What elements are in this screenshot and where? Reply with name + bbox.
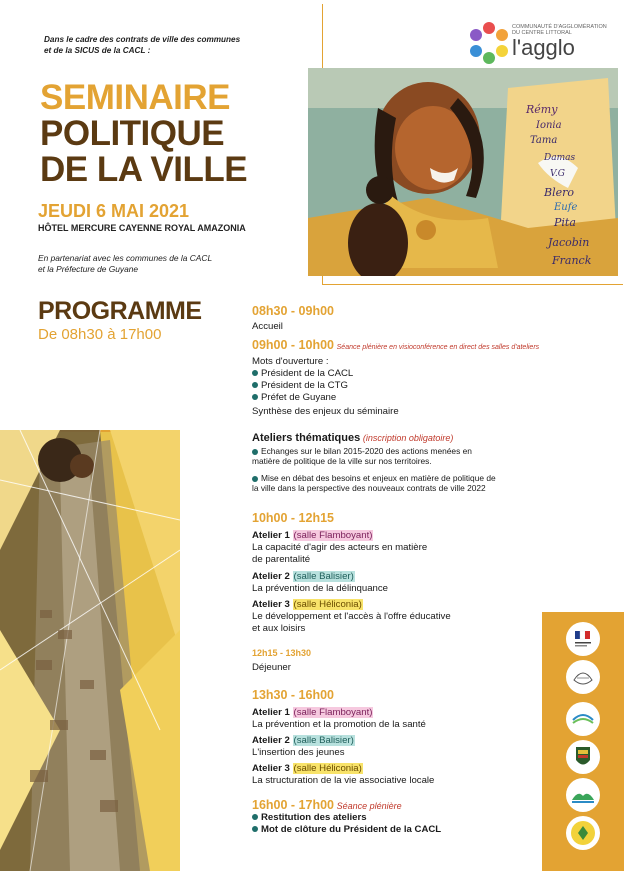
- slot-2-header: [252, 338, 539, 352]
- logo-subtitle-line-2: DU CENTRE LITTORAL: [512, 30, 572, 36]
- commune-logo-3: [566, 740, 600, 774]
- partner-line-2: et la Préfecture de Guyane: [38, 264, 139, 274]
- commune-logo-4: [566, 778, 600, 812]
- afternoon-atelier-1-topic: La prévention et la promotion de la santé: [252, 719, 426, 730]
- partner-logos-bar: [542, 612, 624, 871]
- logo-subtitle-line-1: COMMUNAUTÉ D'AGGLOMÉRATION: [512, 24, 607, 30]
- list-item: [252, 824, 441, 835]
- opening-words: Mots d'ouverture :: [252, 356, 329, 367]
- commune-logo-5: [566, 816, 600, 850]
- list-item-text: Président de la CACL: [261, 368, 354, 379]
- intro-line-1: Dans le cadre des contrats de ville des communes: [44, 35, 241, 44]
- workshops-title: Ateliers thématiques: [252, 432, 361, 444]
- prefecture-logo-icon: [566, 622, 600, 656]
- workshop-bullet-1-line-1: [252, 446, 560, 456]
- title-line-1: SEMINAIRE: [40, 78, 230, 117]
- list-item: [252, 392, 336, 403]
- list-item: [252, 368, 353, 379]
- atelier-1-topic-l1: La capacité d'agir des acteurs en matière: [252, 542, 428, 553]
- slot-time-1: 08h30 - 09h00: [252, 304, 334, 318]
- bullet-icon: [252, 394, 258, 400]
- mural-word-8: Pita: [554, 216, 576, 229]
- slot-time-6: 13h30 - 16h00: [252, 688, 334, 702]
- workshops-note: (inscription obligatoire): [362, 433, 454, 443]
- mural-word-5: V.G: [550, 169, 565, 179]
- atelier-label: Atelier 2: [252, 735, 290, 746]
- event-venue: HÔTEL MERCURE CAYENNE ROYAL AMAZONIA: [38, 223, 246, 233]
- programme-title: PROGRAMME: [38, 297, 202, 325]
- mural-word-6: Blero: [544, 186, 574, 199]
- commune-logo-2: [566, 702, 600, 736]
- title-line-3: DE LA VILLE: [40, 150, 248, 189]
- room-badge: (salle Héliconia): [293, 599, 362, 610]
- atelier-2-topic: La prévention de la délinquance: [252, 583, 389, 594]
- slot-item-accueil: Accueil: [252, 321, 283, 332]
- afternoon-atelier-2-heading: [252, 735, 355, 746]
- commune-logo-3-icon: [566, 740, 600, 774]
- workshop-bullet-2-line-1: [252, 473, 562, 483]
- room-badge: (salle Flamboyant): [293, 530, 373, 541]
- mural-illustration: [308, 68, 618, 276]
- city-illustration: [0, 430, 180, 871]
- commune-logo-4-icon: [566, 778, 600, 812]
- list-item-text: Mot de clôture du Président de la CACL: [261, 824, 442, 835]
- commune-logo-1-icon: [566, 660, 600, 694]
- mural-word-7: Eufe: [554, 202, 578, 213]
- bullet-icon: [252, 826, 258, 832]
- list-item: [252, 812, 367, 823]
- bullet-icon: [252, 449, 258, 455]
- atelier-1-topic-l2: de parentalité: [252, 554, 311, 565]
- intro-text: [44, 34, 240, 56]
- seminar-synthesis: Synthèse des enjeux du séminaire: [252, 406, 399, 417]
- afternoon-atelier-3-topic: La structuration de la vie associative locale: [252, 775, 435, 786]
- room-badge: (salle Balisier): [293, 571, 354, 582]
- atelier-label: Atelier 2: [252, 571, 290, 582]
- commune-logo-5-icon: [566, 816, 600, 850]
- workshop-bullet-1-line-2: matière de politique de la ville sur nos territoires.: [252, 456, 432, 466]
- partner-line-1: En partenariat avec les communes de la CACL: [38, 253, 213, 263]
- afternoon-atelier-3-heading: [252, 763, 363, 774]
- bullet-text: Mise en débat des besoins et enjeux en matière de politique de: [261, 473, 496, 483]
- logo-name: l'agglo: [512, 35, 575, 60]
- bullet-text: Echanges sur le bilan 2015-2020 des actions menées en: [261, 446, 472, 456]
- list-item-text: Restitution des ateliers: [261, 812, 367, 823]
- slot-time-7: 16h00 - 17h00: [252, 798, 334, 812]
- mural-word-9: Jacobin: [548, 236, 590, 249]
- workshop-bullet-1: [252, 446, 560, 466]
- bullet-icon: [252, 814, 258, 820]
- commune-logo-1: [566, 660, 600, 694]
- workshop-bullet-2: [252, 473, 562, 493]
- event-date: JEUDI 6 MAI 2021: [38, 201, 190, 221]
- city-photo: [0, 430, 180, 871]
- atelier-1-heading: [252, 530, 373, 541]
- room-badge: (salle Balisier): [293, 735, 354, 746]
- bullet-icon: [252, 370, 258, 376]
- atelier-2-heading: [252, 571, 355, 582]
- mural-word-4: Damas: [544, 153, 576, 163]
- intro-line-2: et de la SICUS de la CACL :: [44, 46, 151, 55]
- atelier-label: Atelier 1: [252, 707, 290, 718]
- atelier-label: Atelier 1: [252, 530, 290, 541]
- atelier-3-heading: [252, 599, 363, 610]
- programme-subtitle: De 08h30 à 17h00: [38, 326, 162, 343]
- room-badge: (salle Héliconia): [293, 763, 362, 774]
- mural-word-1: Rémy: [526, 103, 558, 116]
- partner-text: [38, 253, 212, 275]
- slot-time-2: 09h00 - 10h00: [252, 338, 334, 352]
- slot-7-note: Séance plénière: [336, 801, 402, 811]
- atelier-3-topic-l2: et aux loisirs: [252, 623, 306, 634]
- commune-logo-2-icon: [566, 702, 600, 736]
- slot-item-lunch: Déjeuner: [252, 662, 291, 673]
- title-line-2: POLITIQUE: [40, 114, 225, 153]
- slot-time-4: 10h00 - 12h15: [252, 511, 334, 525]
- workshops-header: [252, 432, 453, 444]
- room-badge: (salle Flamboyant): [293, 707, 373, 718]
- list-item-text: Président de la CTG: [261, 380, 348, 391]
- list-item-text: Préfet de Guyane: [261, 392, 337, 403]
- atelier-3-topic-l1: Le développement et l'accès à l'offre éducative: [252, 611, 451, 622]
- slot-time-5: 12h15 - 13h30: [252, 648, 312, 658]
- atelier-label: Atelier 3: [252, 599, 290, 610]
- afternoon-atelier-1-heading: [252, 707, 373, 718]
- bullet-icon: [252, 476, 258, 482]
- agglo-logo-icon: [466, 20, 512, 66]
- mural-photo: [308, 68, 618, 276]
- afternoon-atelier-2-topic: L'insertion des jeunes: [252, 747, 345, 758]
- atelier-label: Atelier 3: [252, 763, 290, 774]
- slot-7-header: [252, 798, 402, 812]
- mural-word-10: Franck: [552, 254, 592, 267]
- slot-2-note: Séance plénière en visioconférence en direct des salles d'ateliers: [336, 344, 540, 351]
- mural-word-3: Tama: [530, 135, 558, 146]
- mural-word-2: Ionia: [536, 120, 562, 131]
- prefecture-logo: [566, 622, 600, 656]
- list-item: [252, 380, 348, 391]
- bullet-icon: [252, 382, 258, 388]
- workshop-bullet-2-line-2: la ville dans la perspective des nouveaux contrats de ville 2022: [252, 483, 486, 493]
